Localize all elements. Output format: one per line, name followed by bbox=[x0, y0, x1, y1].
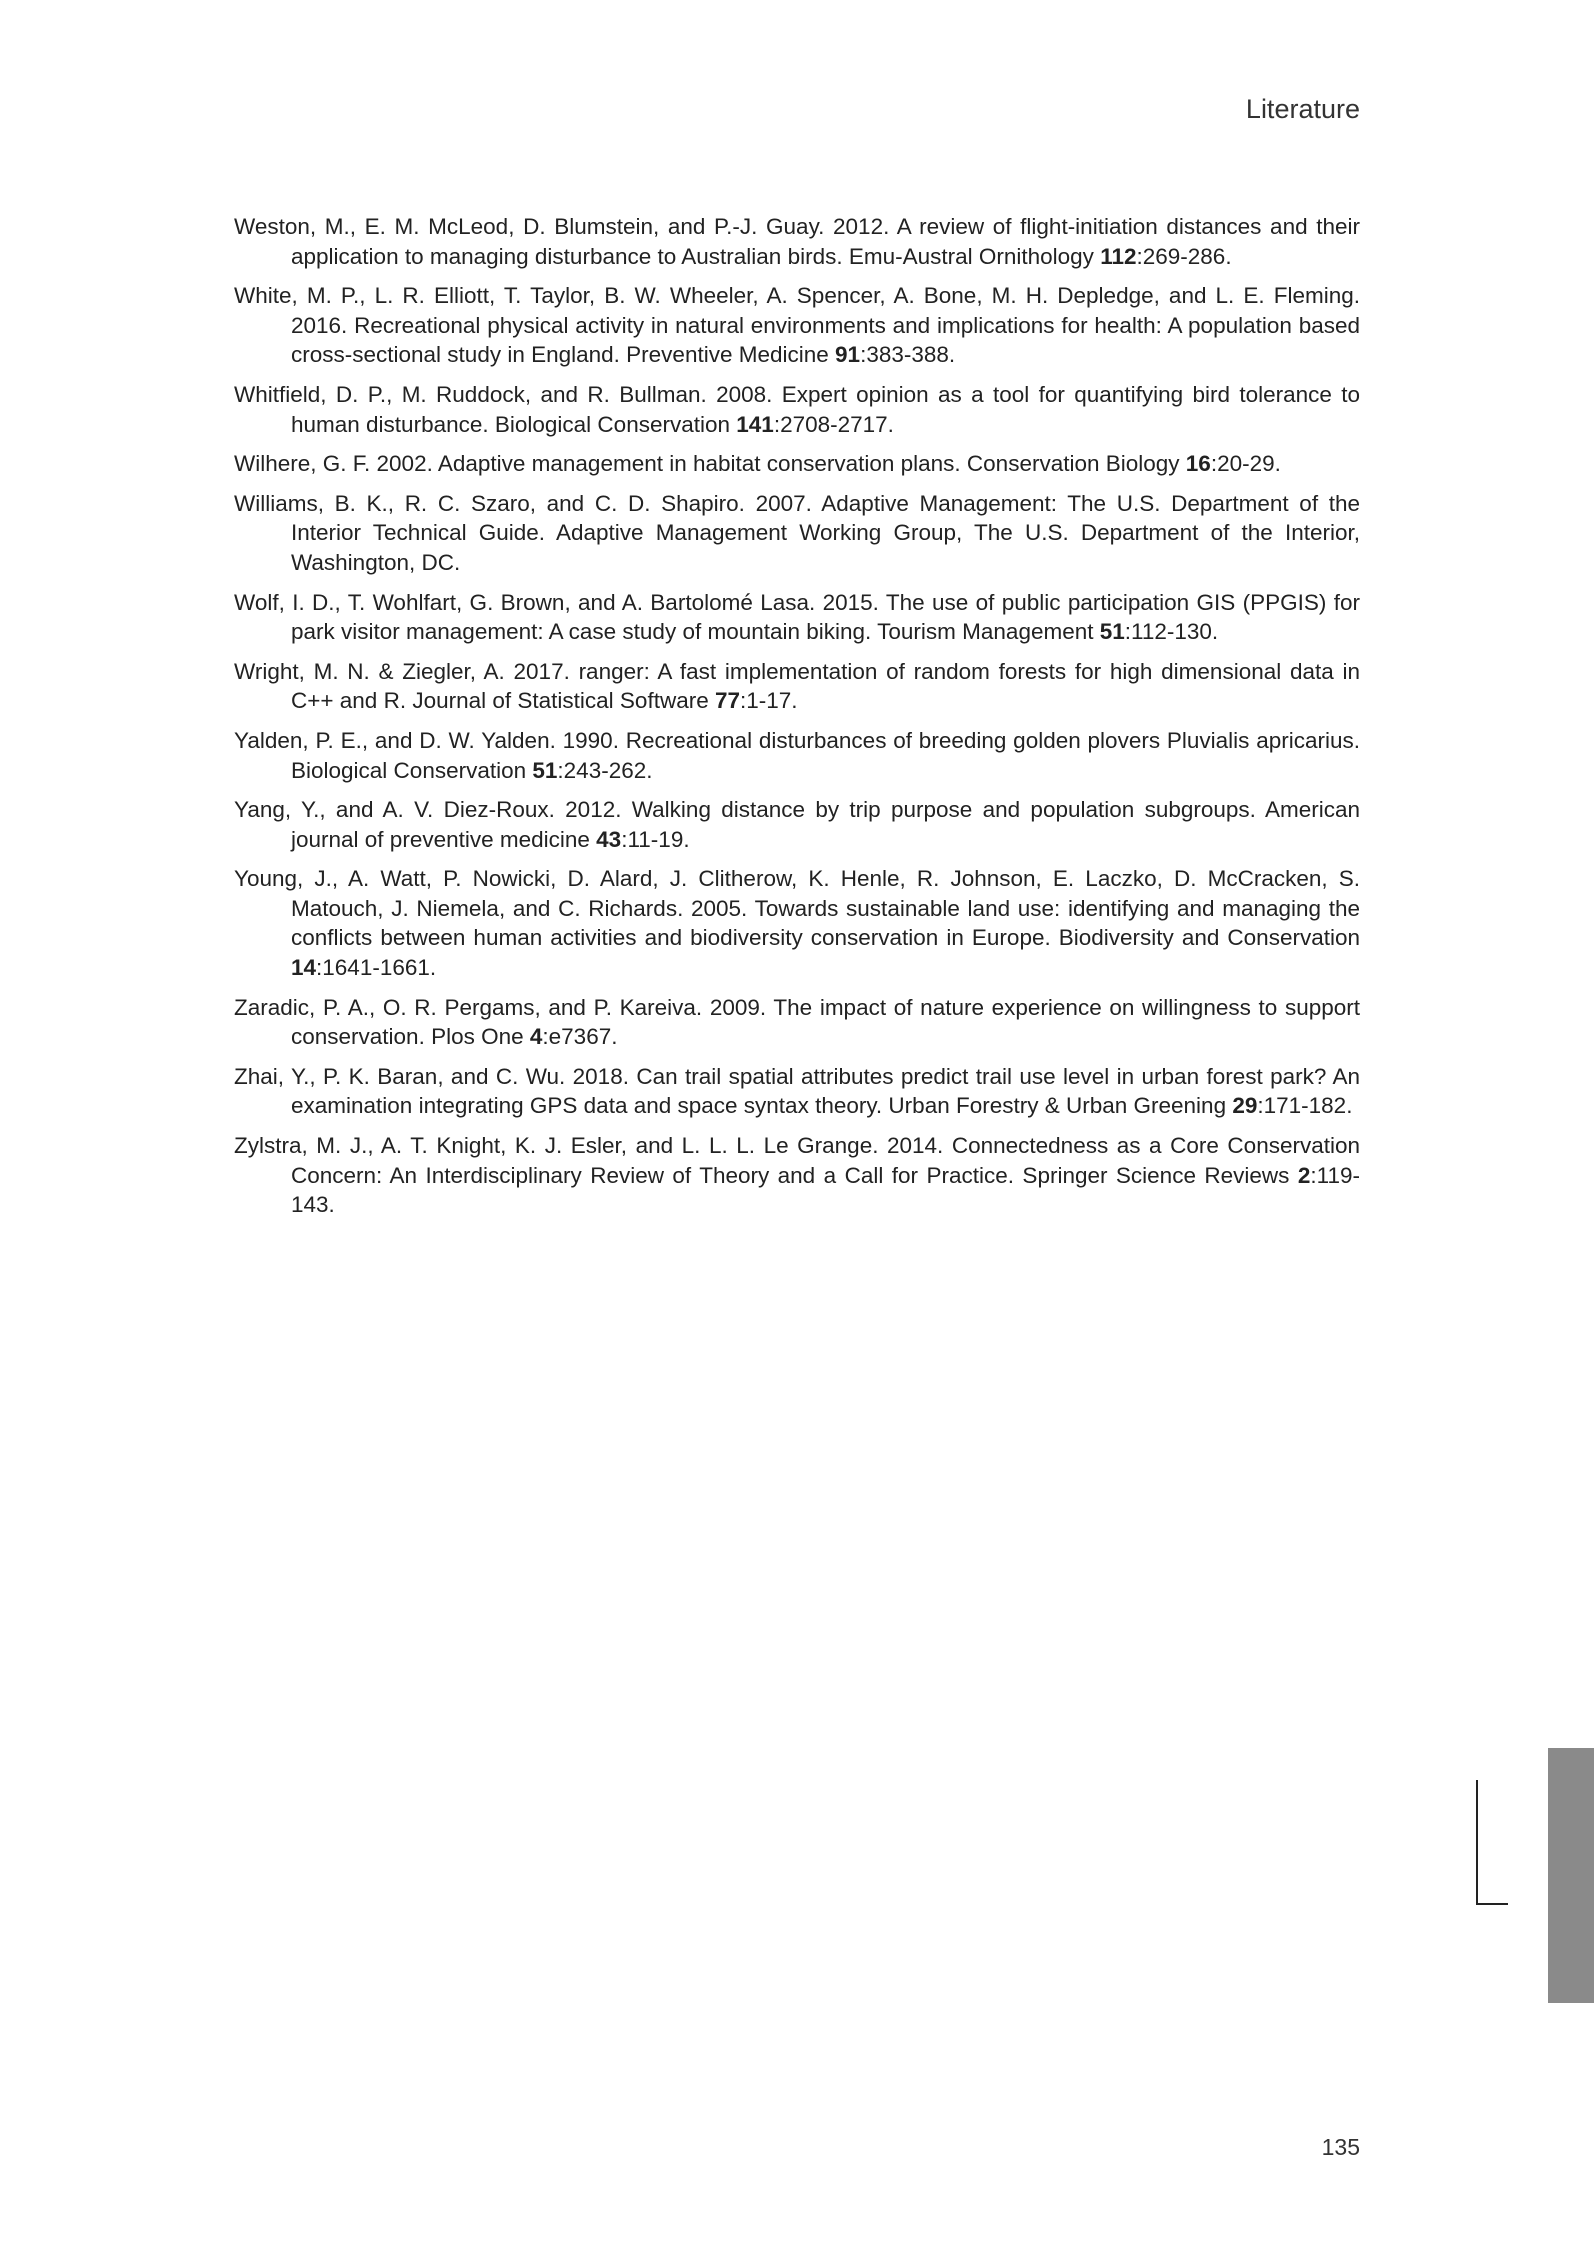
reference-volume: 16 bbox=[1185, 451, 1211, 477]
reference-pages: :119-143. bbox=[291, 1162, 1360, 1218]
chapter-thumb-tab bbox=[1548, 1748, 1594, 2003]
reference-volume: 91 bbox=[835, 342, 861, 368]
reference-text: Whitfield, D. P., M. Ruddock, and R. Bullman. 2008. Expert opinion as a tool for quantifying bird tolerance to human disturbance. Biological Conservation bbox=[234, 381, 1360, 437]
reference-volume: 51 bbox=[1099, 619, 1125, 645]
reference-text: Wolf, I. D., T. Wohlfart, G. Brown, and A. Bartolomé Lasa. 2015. The use of public participation GIS (PPGIS) for park visitor management: A case study of mountain biking. Tourism Management bbox=[234, 589, 1360, 645]
reference-entry bbox=[234, 657, 1360, 716]
reference-pages: :171-182. bbox=[1257, 1093, 1353, 1119]
reference-volume: 112 bbox=[1100, 243, 1137, 269]
reference-pages: :e7367. bbox=[542, 1024, 618, 1050]
reference-entry bbox=[234, 489, 1360, 578]
reference-entry bbox=[234, 864, 1360, 982]
reference-volume: 14 bbox=[291, 955, 317, 981]
reference-entry bbox=[234, 1131, 1360, 1220]
reference-pages: :112-130. bbox=[1124, 619, 1219, 645]
reference-pages: :1641-1661. bbox=[316, 955, 437, 981]
reference-text: Zylstra, M. J., A. T. Knight, K. J. Esler, and L. L. L. Le Grange. 2014. Connectedness as a Core Conservation Concern: An Interdisciplinary Review of Theory and a Call for Practice. Springer Science Reviews bbox=[234, 1133, 1360, 1188]
reference-volume: 29 bbox=[1232, 1093, 1258, 1119]
reference-text: Young, J., A. Watt, P. Nowicki, D. Alard, J. Clitherow, K. Henle, R. Johnson, E. Laczko, D. McCracken, S. Matouch, J. Niemela, and C. Richards. 2005. Towards sustainable land use: identifying and managing the conflicts between human activities and biodiversity conservation in Europe. Biodiversity and Conservation bbox=[234, 866, 1360, 951]
reference-volume: 141 bbox=[736, 411, 774, 437]
reference-entry bbox=[234, 588, 1360, 647]
reference-text: Williams, B. K., R. C. Szaro, and C. D. Shapiro. 2007. Adaptive Management: The U.S. Department of the Interior Technical Guide. Adaptive Management Working Group, The U.S. Department of the Interior, Washington, DC. bbox=[234, 490, 1360, 575]
reference-text: Yang, Y., and A. V. Diez-Roux. 2012. Walking distance by trip purpose and population subgroups. American journal of preventive medicine bbox=[234, 797, 1360, 852]
running-head-title: Literature bbox=[1245, 94, 1360, 124]
reference-volume: 4 bbox=[529, 1024, 543, 1050]
reference-text: Weston, M., E. M. McLeod, D. Blumstein, and P.-J. Guay. 2012. A review of flight-initiation distances and their application to managing disturbance to Australian birds. Emu-Austral Ornithology bbox=[234, 214, 1360, 269]
reference-entry bbox=[234, 1062, 1360, 1121]
reference-entry bbox=[234, 281, 1360, 370]
corner-bracket-mark bbox=[1476, 1780, 1508, 1905]
reference-pages: :1-17. bbox=[740, 688, 798, 714]
reference-pages: :11-19. bbox=[621, 826, 690, 852]
reference-pages: :269-286. bbox=[1136, 243, 1232, 269]
reference-pages: :20-29. bbox=[1210, 451, 1281, 477]
reference-list bbox=[234, 212, 1360, 1230]
reference-text: Wright, M. N. & Ziegler, A. 2017. ranger: A fast implementation of random forests for high dimensional data in C++ and R. Journal of Statistical Software bbox=[234, 658, 1360, 714]
reference-entry bbox=[234, 726, 1360, 785]
reference-entry bbox=[234, 380, 1360, 439]
reference-entry bbox=[234, 449, 1360, 479]
reference-entry bbox=[234, 993, 1360, 1052]
reference-text: Zaradic, P. A., O. R. Pergams, and P. Kareiva. 2009. The impact of nature experience on willingness to support conservation. Plos One bbox=[234, 994, 1360, 1050]
reference-text: White, M. P., L. R. Elliott, T. Taylor, B. W. Wheeler, A. Spencer, A. Bone, M. H. Depledge, and L. E. Fleming. 2016. Recreational physical activity in natural environments and implications for health: A population based cross-sectional study in England. Preventive Medicine bbox=[234, 283, 1360, 368]
reference-pages: :243-262. bbox=[557, 757, 653, 783]
reference-volume: 77 bbox=[714, 688, 740, 714]
reference-volume: 43 bbox=[596, 826, 622, 852]
reference-pages: :2708-2717. bbox=[773, 411, 894, 437]
reference-text: Wilhere, G. F. 2002. Adaptive management in habitat conservation plans. Conservation Biology bbox=[234, 451, 1186, 477]
reference-volume: 2 bbox=[1297, 1162, 1311, 1188]
reference-text: Zhai, Y., P. K. Baran, and C. Wu. 2018. Can trail spatial attributes predict trail use level in urban forest park? An examination integrating GPS data and space syntax theory. Urban Forestry & Urban Greening bbox=[234, 1063, 1360, 1119]
reference-text: Yalden, P. E., and D. W. Yalden. 1990. Recreational disturbances of breeding golden plovers Pluvialis apricarius. Biological Conservation bbox=[234, 727, 1360, 783]
reference-entry bbox=[234, 212, 1360, 271]
reference-entry bbox=[234, 795, 1360, 854]
reference-pages: :383-388. bbox=[860, 342, 956, 368]
page-number: 135 bbox=[1321, 2134, 1360, 2160]
reference-volume: 51 bbox=[532, 757, 558, 783]
